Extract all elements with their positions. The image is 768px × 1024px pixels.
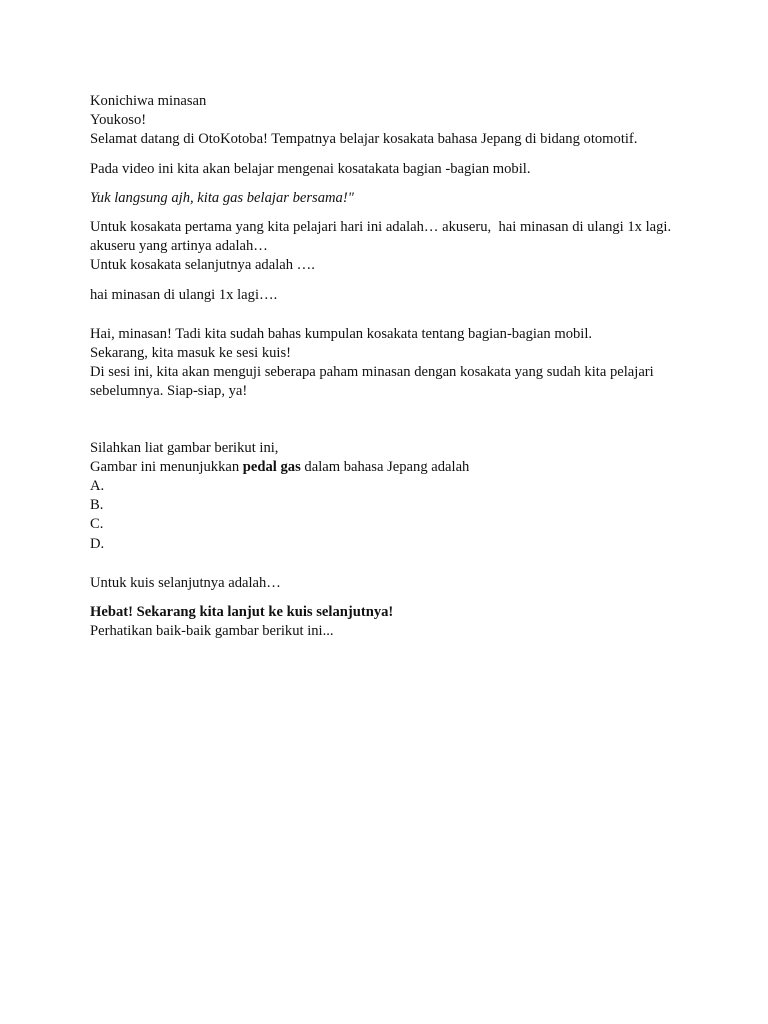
option-a: A.	[90, 478, 105, 495]
question-keyword: pedal gas	[242, 458, 301, 475]
greeting-line: Konichiwa minasan	[90, 93, 207, 109]
italic-paragraph: Yuk langsung ajh, kita gas belajar bersama!"	[90, 189, 354, 206]
repeat-line: hai minasan di ulangi 1x lagi….	[90, 286, 278, 303]
option-b: B.	[90, 497, 104, 514]
vocab-meaning-line: akuseru yang artinya adalah…	[90, 238, 268, 255]
quiz-intro-line-1: Hai, minasan! Tadi kita sudah bahas kumpulan kosakata tentang bagian-bagian mobil.	[90, 325, 593, 342]
document-body	[90, 92, 680, 641]
vocab-first-line: Untuk kosakata pertama yang kita pelajari hari ini adalah… akuseru, hai minasan di ulangi 1x lagi.	[90, 219, 672, 236]
video-paragraph: Pada video ini kita akan belajar mengenai kosatakata bagian -bagian mobil.	[90, 160, 531, 177]
question-prompt: Silahkan liat gambar berikut ini,	[90, 439, 279, 456]
option-c: C.	[90, 516, 104, 533]
welcome-line: Youkoso!	[90, 112, 147, 129]
closing-last-line: Perhatikan baik-baik gambar berikut ini...	[90, 623, 334, 640]
quiz-intro-line-3: Di sesi ini, kita akan menguji seberapa paham minasan dengan kosakata yang sudah kita pelajari sebelumnya. Siap-siap, ya!	[90, 364, 658, 400]
question-text-before: Gambar ini menunjukkan	[90, 458, 243, 475]
option-d: D.	[90, 535, 105, 552]
next-quiz-line: Untuk kuis selanjutnya adalah…	[90, 574, 281, 591]
question-line	[90, 458, 680, 477]
question-text-after: dalam bahasa Jepang adalah	[300, 458, 470, 475]
intro-line: Selamat datang di OtoKotoba! Tempatnya belajar kosakata bahasa Jepang di bidang otomotif.	[90, 131, 638, 148]
quiz-intro-line-2: Sekarang, kita masuk ke sesi kuis!	[90, 345, 292, 362]
closing-bold-line: Hebat! Sekarang kita lanjut ke kuis selanjutnya!	[90, 604, 394, 621]
vocab-next-line: Untuk kosakata selanjutnya adalah ….	[90, 257, 315, 274]
